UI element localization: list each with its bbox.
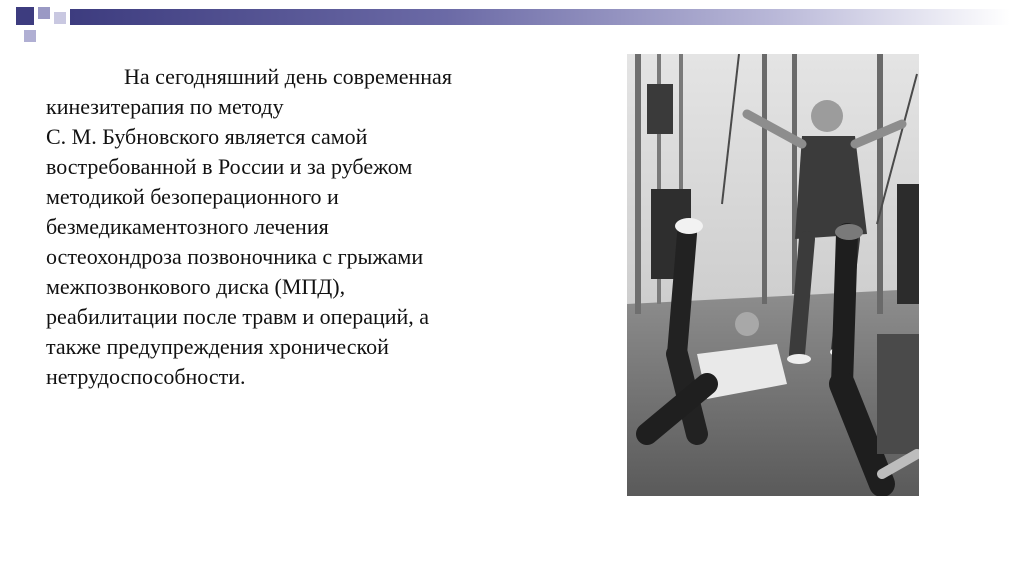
text-line: С. М. Бубновского является самой bbox=[46, 124, 368, 149]
text-line: кинезитерапия по методу bbox=[46, 94, 284, 119]
text-line: методикой безоперационного и bbox=[46, 184, 339, 209]
text-line: межпозвонкового диска (МПД), bbox=[46, 274, 346, 299]
therapy-photo bbox=[627, 54, 919, 496]
text-line: также предупреждения хронической bbox=[46, 334, 389, 359]
text-line: остеохондроза позвоночника с грыжами bbox=[46, 244, 424, 269]
text-line: нетрудоспособности. bbox=[46, 364, 246, 389]
body-paragraph bbox=[46, 62, 606, 392]
therapy-photo-illustration bbox=[627, 54, 919, 496]
header-gradient-bar bbox=[70, 9, 1010, 25]
header-square-small bbox=[24, 30, 36, 42]
text-line: реабилитации после травм и операций, а bbox=[46, 304, 430, 329]
header-square-small bbox=[54, 12, 66, 24]
text-line: востребованной в России и за рубежом bbox=[46, 154, 413, 179]
text-line: безмедикаментозного лечения bbox=[46, 214, 329, 239]
header-square-large bbox=[16, 7, 34, 25]
text-line: На сегодняшний день современная bbox=[124, 64, 452, 89]
header-square-small bbox=[38, 7, 50, 19]
